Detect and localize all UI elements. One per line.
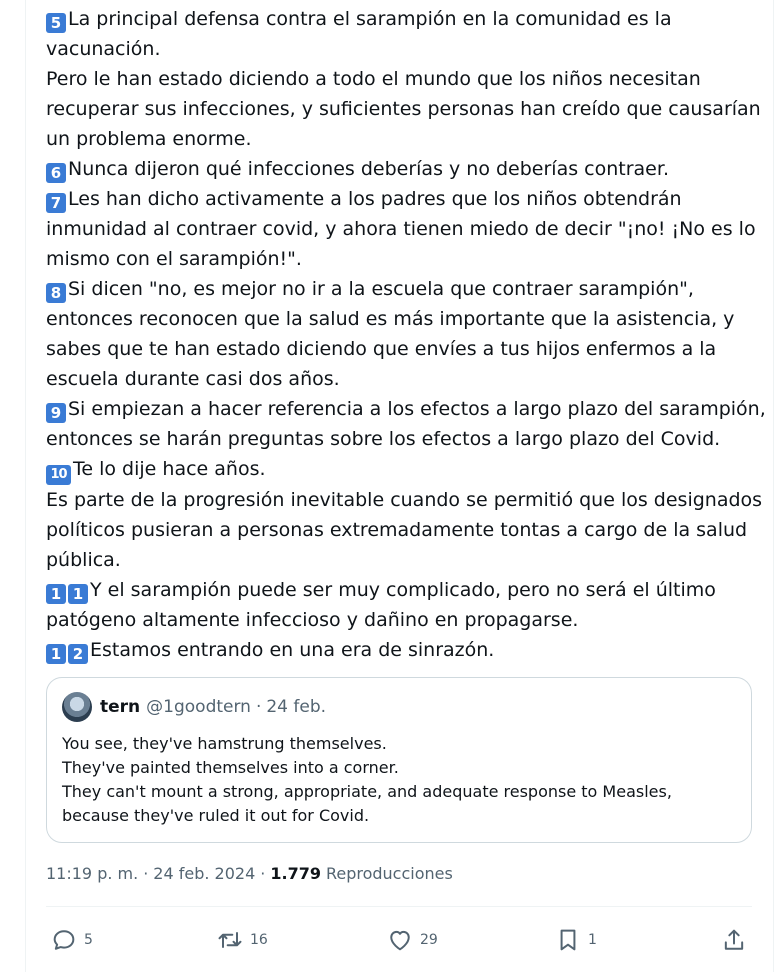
like-count: 29: [420, 932, 438, 948]
action-bar: [46, 920, 752, 960]
divider: [46, 906, 752, 907]
tweet-line-text: recuperar sus infecciones, y suficientes personas han creído que causarían: [46, 98, 761, 120]
bookmark-icon: [554, 926, 582, 954]
tweet-line-text: sabes que te han estado diciendo que envíes a tus hijos enfermos a la: [46, 338, 717, 360]
tweet-line: [46, 545, 768, 575]
tweet-line: [46, 64, 768, 94]
timeline-right-border: [773, 0, 774, 972]
tweet-line: [46, 635, 768, 665]
tweet-line-text: Les han dicho activamente a los padres que los niños obtendrán: [68, 188, 682, 210]
tweet-line: [46, 424, 768, 454]
tweet-line-text: Te lo dije hace años.: [73, 458, 266, 480]
share-button[interactable]: [720, 926, 748, 954]
tweet-text: [46, 4, 768, 665]
keycap-number-emoji: 8: [46, 283, 66, 303]
quoted-author-name[interactable]: tern: [100, 697, 141, 717]
tweet-line-text: entonces se harán preguntas sobre los efectos a largo plazo del Covid.: [46, 428, 721, 450]
keycap-number-emoji: 9: [46, 403, 66, 423]
quoted-line: because they've ruled it out for Covid.: [62, 806, 370, 825]
heart-icon: [386, 926, 414, 954]
tweet-meta: [46, 864, 453, 883]
avatar[interactable]: [62, 692, 92, 722]
quoted-tweet-text: [62, 732, 672, 828]
tweet-line: [46, 124, 768, 154]
quoted-author-handle[interactable]: @1goodtern: [146, 697, 251, 717]
keycap-number-emoji: 6: [46, 163, 66, 183]
like-button[interactable]: [386, 926, 438, 954]
keycap-number-emoji: 2: [68, 644, 88, 664]
tweet-line: [46, 485, 768, 515]
keycap-number-emoji: 7: [46, 193, 66, 213]
quoted-line: They can't mount a strong, appropriate, and adequate response to Measles,: [62, 782, 672, 801]
quoted-line: They've painted themselves into a corner.: [62, 758, 399, 777]
tweet-line-text: Pero le han estado diciendo a todo el mundo que los niños necesitan: [46, 68, 701, 90]
tweet-line: [46, 274, 768, 304]
tweet-line: [46, 454, 768, 485]
repost-icon: [216, 926, 244, 954]
tweet-date[interactable]: 24 feb. 2024: [153, 864, 256, 883]
share-icon: [720, 926, 748, 954]
view-label: Reproducciones: [325, 864, 453, 883]
tweet-line-text: inmunidad al contraer covid, y ahora tienen miedo de decir "¡no! ¡No es lo: [46, 218, 756, 240]
keycap-number-emoji: 10: [46, 465, 71, 485]
quoted-tweet-header: [62, 692, 326, 722]
tweet-line-text: vacunación.: [46, 38, 161, 60]
tweet-line-text: mismo con el sarampión!".: [46, 248, 302, 270]
tweet-line: [46, 334, 768, 364]
reply-count: 5: [84, 932, 93, 948]
reply-button[interactable]: [50, 926, 93, 954]
bookmark-button[interactable]: [554, 926, 597, 954]
repost-button[interactable]: [216, 926, 268, 954]
repost-count: 16: [250, 932, 268, 948]
tweet-line-text: Si empiezan a hacer referencia a los efectos a largo plazo del sarampión,: [68, 398, 766, 420]
quoted-tweet-date[interactable]: 24 feb.: [266, 697, 327, 717]
tweet-line: [46, 94, 768, 124]
tweet-line: [46, 34, 768, 64]
tweet-line: [46, 154, 768, 184]
tweet-line: [46, 304, 768, 334]
tweet-time[interactable]: 11:19 p. m.: [46, 864, 139, 883]
tweet-line-text: Si dicen "no, es mejor no ir a la escuela que contraer sarampión",: [68, 278, 694, 300]
tweet-line: [46, 605, 768, 635]
keycap-number-emoji: 1: [46, 644, 66, 664]
tweet-line: [46, 364, 768, 394]
bookmark-count: 1: [588, 932, 597, 948]
tweet-line: [46, 214, 768, 244]
tweet-line-text: escuela durante casi dos años.: [46, 368, 340, 390]
keycap-number-emoji: 5: [46, 13, 66, 33]
tweet-line-text: un problema enorme.: [46, 128, 252, 150]
tweet-line-text: Estamos entrando en una era de sinrazón.: [90, 639, 495, 661]
tweet-line-text: patógeno altamente infeccioso y dañino en propagarse.: [46, 609, 579, 631]
quoted-tweet[interactable]: [46, 677, 752, 843]
reply-icon: [50, 926, 78, 954]
tweet-line: [46, 184, 768, 214]
separator-dot: ·: [260, 864, 266, 883]
tweet-line: [46, 394, 768, 424]
separator-dot: ·: [255, 697, 262, 717]
tweet-line-text: entonces reconocen que la salud es más importante que la asistencia, y: [46, 308, 735, 330]
tweet-line: [46, 575, 768, 605]
tweet-line-text: políticos pusieran a personas extremadamente tontas a cargo de la salud: [46, 519, 748, 541]
separator-dot: ·: [143, 864, 149, 883]
timeline-left-border: [25, 0, 26, 972]
keycap-number-emoji: 1: [68, 584, 88, 604]
tweet-line: [46, 244, 768, 274]
tweet-line: [46, 515, 768, 545]
tweet-line-text: Y el sarampión puede ser muy complicado, pero no será el último: [90, 579, 716, 601]
tweet-line-text: Nunca dijeron qué infecciones deberías y no deberías contraer.: [68, 158, 669, 180]
quoted-line: You see, they've hamstrung themselves.: [62, 734, 387, 753]
tweet-line-text: Es parte de la progresión inevitable cuando se permitió que los designados: [46, 489, 763, 511]
tweet-line-text: pública.: [46, 549, 121, 571]
tweet-line: [46, 4, 768, 34]
view-count: 1.779: [270, 864, 321, 883]
tweet-line-text: La principal defensa contra el sarampión en la comunidad es la: [68, 8, 672, 30]
keycap-number-emoji: 1: [46, 584, 66, 604]
